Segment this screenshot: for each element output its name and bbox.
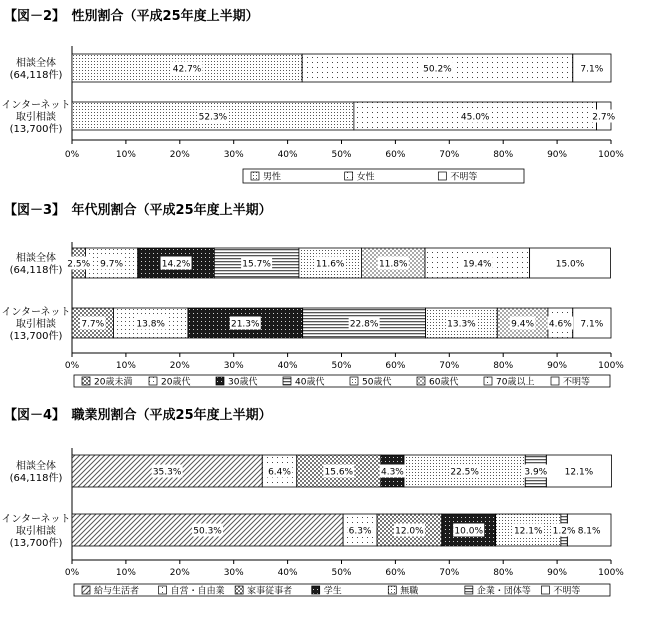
- row-label: (13,700件): [9, 538, 63, 549]
- data-label: 11.6%: [315, 259, 345, 270]
- x-tick-label: 40%: [277, 150, 298, 160]
- data-label: 15.0%: [555, 259, 585, 270]
- data-label: 35.3%: [152, 467, 182, 478]
- row-label: インターネット: [1, 100, 71, 111]
- x-tick-label: 0%: [64, 361, 80, 371]
- data-label: 6.4%: [268, 467, 291, 478]
- row-label: インターネット: [1, 514, 71, 525]
- legend-item-label: 給与生活者: [94, 586, 140, 597]
- chart-2: [1, 8, 624, 183]
- data-label: 7.7%: [81, 319, 105, 330]
- legend-swatch: [350, 377, 358, 385]
- legend-swatch: [149, 377, 157, 385]
- x-tick-label: 50%: [331, 150, 352, 160]
- legend-swatch: [216, 377, 224, 385]
- x-tick-label: 10%: [115, 568, 136, 578]
- legend-item-label: 女性: [356, 172, 375, 183]
- x-tick-label: 100%: [598, 568, 624, 578]
- legend-swatch: [312, 586, 320, 594]
- x-tick-label: 30%: [223, 150, 244, 160]
- legend-swatch: [251, 172, 259, 180]
- data-label: 12.0%: [395, 526, 424, 537]
- legend-item-label: 自営・自由業: [170, 586, 225, 597]
- x-tick-label: 80%: [493, 361, 514, 371]
- data-label: 4.3%: [380, 467, 404, 478]
- data-label: 50.2%: [423, 64, 452, 75]
- legend-swatch: [283, 377, 291, 385]
- legend-item-label: 企業・団体等: [476, 586, 531, 597]
- data-label: 42.7%: [172, 64, 202, 75]
- x-tick-label: 70%: [439, 361, 460, 371]
- chart-3: [1, 202, 624, 388]
- row-label: (64,118件): [9, 473, 63, 484]
- x-tick-label: 100%: [598, 150, 624, 160]
- data-label: 14.2%: [161, 259, 191, 270]
- x-tick-label: 40%: [277, 361, 298, 371]
- x-tick-label: 0%: [64, 150, 80, 160]
- legend-item-label: 40歳代: [295, 377, 325, 388]
- data-label: 4.6%: [548, 319, 572, 330]
- row-label: インターネット: [1, 307, 71, 318]
- data-label: 13.8%: [136, 319, 165, 330]
- data-label: 2.5%: [67, 259, 91, 270]
- x-tick-label: 10%: [115, 361, 136, 371]
- data-label: 7.1%: [580, 319, 604, 330]
- legend-item-label: 学生: [323, 586, 342, 597]
- x-tick-label: 20%: [169, 150, 190, 160]
- data-label: 52.3%: [198, 112, 228, 123]
- row-label: 相談全体: [16, 58, 56, 69]
- x-tick-label: 20%: [169, 361, 190, 371]
- data-label: 45.0%: [460, 112, 490, 123]
- data-label: 19.4%: [463, 259, 492, 270]
- data-label: 3.9%: [524, 467, 548, 478]
- x-tick-label: 70%: [439, 150, 460, 160]
- x-tick-label: 90%: [547, 361, 568, 371]
- x-tick-label: 90%: [547, 568, 568, 578]
- x-tick-label: 100%: [598, 361, 624, 371]
- data-label: 11.8%: [378, 259, 408, 270]
- legend-box: [243, 169, 524, 183]
- legend-swatch: [82, 586, 90, 594]
- legend-item-label: 男性: [263, 172, 282, 183]
- data-label: 15.7%: [242, 259, 271, 270]
- row-label: (64,118件): [9, 70, 63, 81]
- data-label: 50.3%: [193, 526, 222, 537]
- row-label: 相談全体: [16, 461, 56, 472]
- legend-swatch: [417, 377, 425, 385]
- row-label: 取引相談: [16, 112, 56, 123]
- data-label: 7.1%: [580, 64, 604, 75]
- x-tick-label: 60%: [385, 150, 406, 160]
- legend-item-label: 20歳未満: [94, 377, 133, 388]
- x-tick-label: 0%: [64, 568, 80, 578]
- x-tick-label: 20%: [169, 568, 190, 578]
- legend-item-label: 20歳代: [161, 377, 191, 388]
- chart-4: [1, 407, 624, 597]
- data-label: 2.7%: [592, 112, 616, 123]
- x-tick-label: 50%: [331, 568, 352, 578]
- data-label: 9.7%: [100, 259, 124, 270]
- legend-swatch: [235, 586, 243, 594]
- data-label: 13.3%: [447, 319, 476, 330]
- x-tick-label: 60%: [385, 361, 406, 371]
- legend-item-label: 60歳代: [429, 377, 459, 388]
- row-label: 取引相談: [16, 319, 56, 330]
- x-tick-label: 40%: [277, 568, 298, 578]
- x-tick-label: 30%: [223, 568, 244, 578]
- legend-swatch: [388, 586, 396, 594]
- data-label: 12.1%: [513, 526, 543, 537]
- x-tick-label: 70%: [439, 568, 460, 578]
- legend-item-label: 70歳以上: [496, 377, 535, 388]
- row-label: (13,700件): [9, 331, 63, 342]
- x-tick-label: 50%: [331, 361, 352, 371]
- legend-item-label: 無職: [400, 586, 419, 597]
- data-label: 12.1%: [564, 467, 594, 478]
- chart-title: 【図－3】 年代別割合（平成25年度上半期）: [4, 203, 272, 218]
- legend-item-label: 50歳代: [362, 377, 392, 388]
- row-label: 相談全体: [16, 253, 56, 264]
- data-label: 9.4%: [511, 319, 535, 330]
- legend-swatch: [345, 172, 353, 180]
- x-tick-label: 90%: [547, 150, 568, 160]
- legend-item-label: 不明等: [450, 172, 478, 183]
- row-label: (64,118件): [9, 265, 63, 276]
- data-label: 22.8%: [349, 319, 379, 330]
- data-label: 21.3%: [230, 319, 260, 330]
- x-tick-label: 10%: [115, 150, 136, 160]
- x-tick-label: 60%: [385, 568, 406, 578]
- legend-item-label: 不明等: [563, 377, 591, 388]
- chart-title: 【図－4】 職業別割合（平成25年度上半期）: [4, 408, 272, 423]
- x-tick-label: 30%: [223, 361, 244, 371]
- chart-title: 【図－2】 性別割合（平成25年度上半期）: [4, 9, 259, 24]
- legend-item-label: 不明等: [553, 586, 581, 597]
- data-label: 15.6%: [324, 467, 354, 478]
- data-label: 10.0%: [454, 526, 484, 537]
- data-label: 1.2%: [552, 526, 576, 537]
- data-label: 6.3%: [348, 526, 372, 537]
- x-tick-label: 80%: [493, 150, 514, 160]
- row-label: 取引相談: [16, 526, 56, 537]
- data-label: 22.5%: [450, 467, 479, 478]
- x-tick-label: 80%: [493, 568, 514, 578]
- legend-item-label: 30歳代: [228, 377, 258, 388]
- legend-item-label: 家事従事者: [247, 586, 293, 597]
- row-label: (13,700件): [9, 124, 63, 135]
- legend-swatch: [159, 586, 167, 594]
- legend-swatch: [484, 377, 492, 385]
- data-label: 8.1%: [577, 526, 601, 537]
- legend-swatch: [82, 377, 90, 385]
- legend-swatch: [465, 586, 473, 594]
